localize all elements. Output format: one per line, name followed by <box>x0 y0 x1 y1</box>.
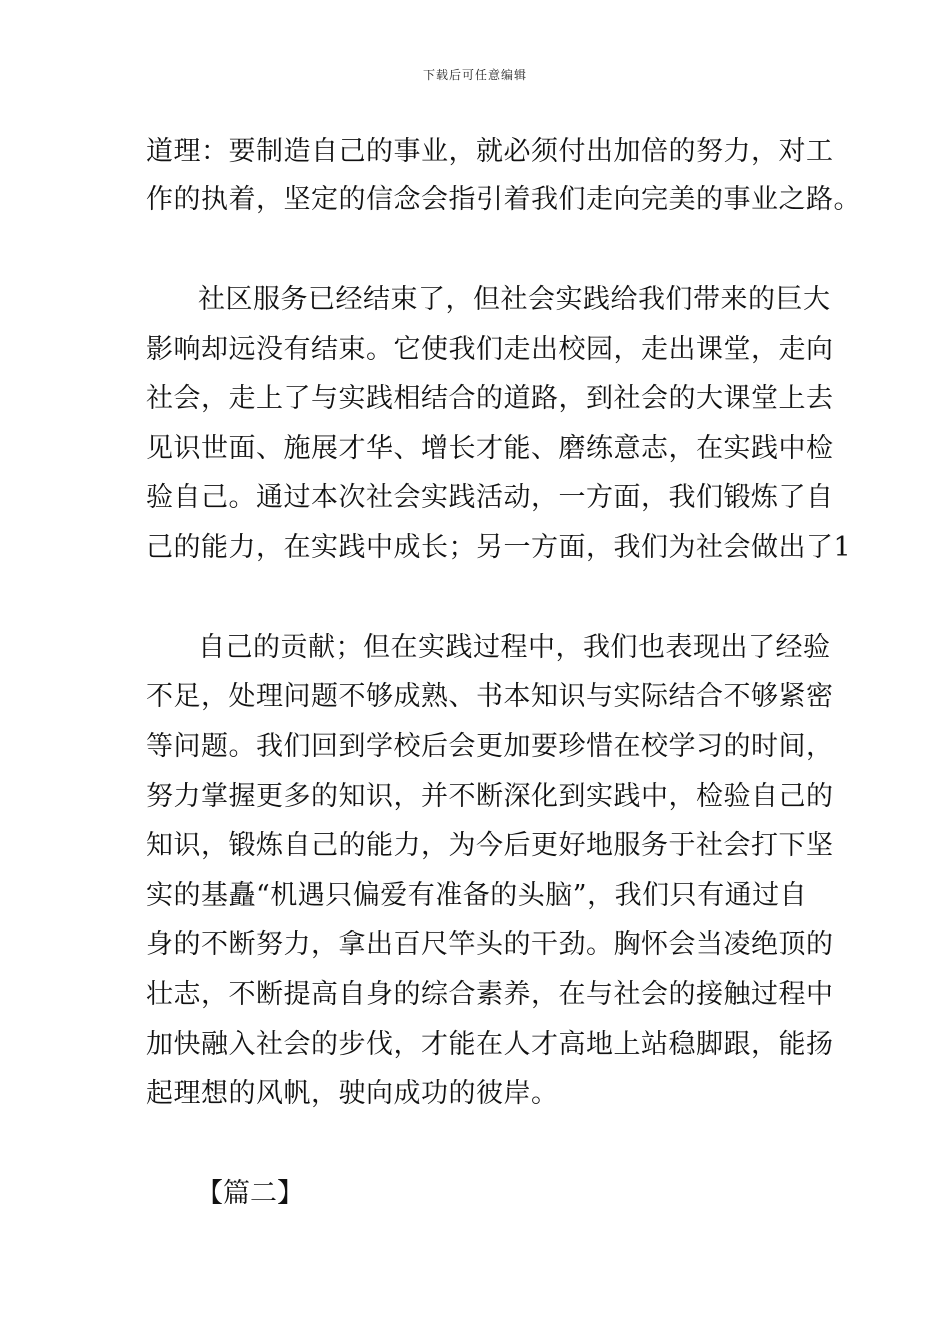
paragraph-3-line-9: 加快融入社会的步伐，才能在人才高地上站稳脚跟，能扬 <box>146 1029 834 1060</box>
paragraph-3-line-8: 壮志，不断提高自身的综合素养，在与社会的接触过程中 <box>146 979 834 1010</box>
paragraph-2-line-4: 见识世面、施展才华、增长才能、磨练意志，在实践中检 <box>146 433 834 464</box>
paragraph-1-line-2: 作的执着，坚定的信念会指引着我们走向完美的事业之路。 <box>146 184 861 215</box>
paragraph-2-line-5: 验自己。通过本次社会实践活动，一方面，我们锻炼了自 <box>146 482 834 513</box>
paragraph-2-line-1: 社区服务已经结束了，但社会实践给我们带来的巨大 <box>198 284 831 315</box>
paragraph-1-line-1: 道理：要制造自己的事业，就必须付出加倍的努力，对工 <box>146 136 834 167</box>
page-header-note: 下载后可任意编辑 <box>422 68 527 82</box>
section-heading: 【篇二】 <box>196 1178 304 1209</box>
paragraph-3-line-6: 实的基矗“机遇只偏爱有准备的头脑”，我们只有通过自 <box>146 880 808 911</box>
paragraph-3-line-1: 自己的贡献；但在实践过程中，我们也表现出了经验 <box>198 632 831 663</box>
paragraph-3-line-7: 身的不断努力，拿出百尺竿头的干劲。胸怀会当凌绝顶的 <box>146 929 834 960</box>
paragraph-3-line-4: 努力掌握更多的知识，并不断深化到实践中，检验自己的 <box>146 781 834 812</box>
paragraph-3-line-5: 知识，锻炼自己的能力，为今后更好地服务于社会打下坚 <box>146 830 834 861</box>
paragraph-2-line-6: 己的能力，在实践中成长；另一方面，我们为社会做出了1 <box>146 532 852 563</box>
paragraph-3-line-2: 不足，处理问题不够成熟、书本知识与实际结合不够紧密 <box>146 681 834 712</box>
paragraph-3-line-3: 等问题。我们回到学校后会更加要珍惜在校学习的时间， <box>146 731 834 762</box>
paragraph-2-line-3: 社会，走上了与实践相结合的道路，到社会的大课堂上去 <box>146 383 834 414</box>
paragraph-2-line-2: 影响却远没有结束。它使我们走出校园，走出课堂，走向 <box>146 334 834 365</box>
paragraph-3-line-10: 起理想的风帆，驶向成功的彼岸。 <box>146 1078 559 1109</box>
